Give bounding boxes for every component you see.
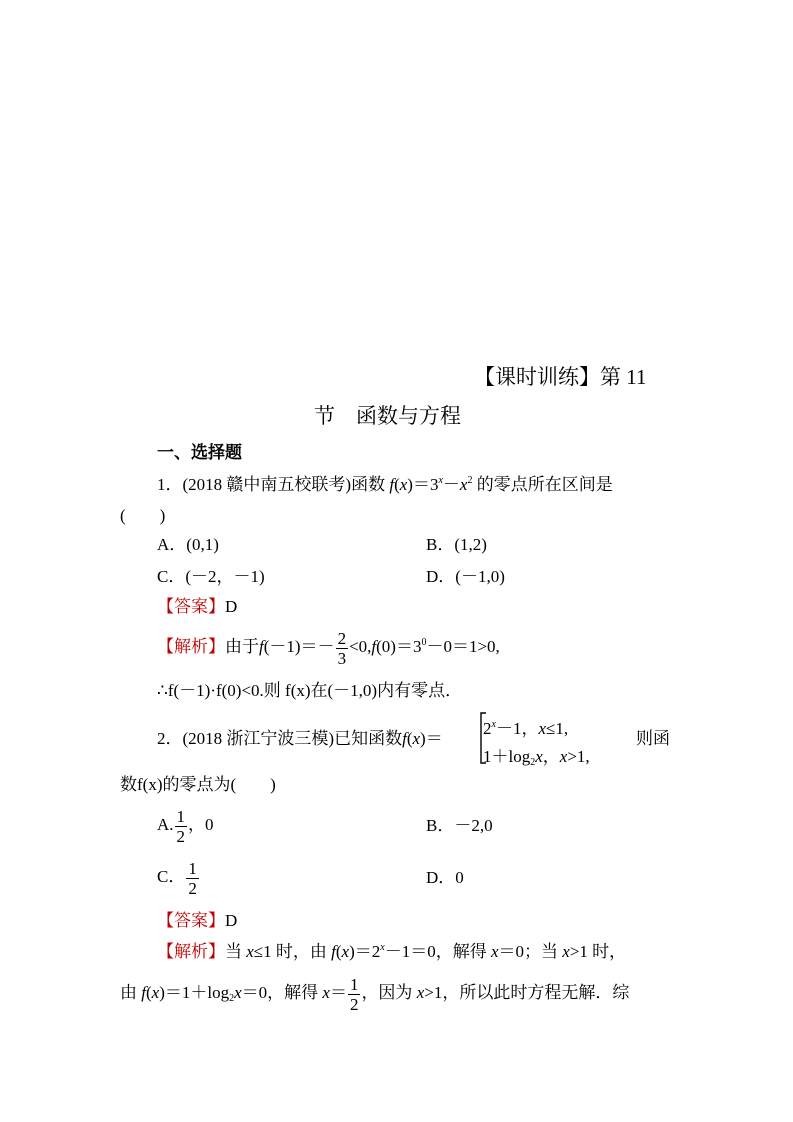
q2-option-a: A. $\frac{1}{2}$ ，0 [157,806,214,846]
q2-option-d: D．0 [426,868,464,887]
answer-label: 【答案】 [157,911,225,930]
q1-option-d: D．(－1,0) [426,567,505,586]
analysis-label: 【解析】 [157,637,225,656]
q1-analysis-line1: 【解析】由于f(－1)＝－ $\frac{2}{3}$ $<0,f(0)=3^0-0=1>0$, [157,628,500,668]
q2-analysis-line1: 【解析】当 x≤1 时，由 $f(x)=2^x-1=0$，解得 x＝0；当 x>1 时， [157,942,627,961]
q1-option-c: C．(－2，－1) [157,567,265,586]
q2-option-c: C． $\frac{1}{2}$ [157,858,197,898]
q1-option-b: B．(1,2) [426,535,487,554]
answer-label: 【答案】 [157,597,225,616]
q1-answer: 【答案】D [157,597,238,616]
q1-stem: 1．(2018 赣中南五校联考)函数 $f(x)=3^x-x^2$ 的零点所在区间是 [157,475,613,494]
q1-blank: ( ) [120,506,166,525]
q1-option-a: A．(0,1) [157,535,219,554]
q2-stem-line2: 数f(x)的零点为( ) [120,775,276,794]
section-heading: 一、选择题 [157,443,242,462]
page-title-part1: 【课时训练】第 11 [474,365,647,389]
q2-analysis-line2: 由 $f(x)=1+\log_2x=0$，解得 x＝ $\frac{1}{2}$ ，因为 x>1，所以此时方程无解．综 [120,974,630,1014]
q2-stem-suffix: 则函 [636,729,670,748]
piecewise-function [478,712,608,768]
page-title-part2: 节 函数与方程 [314,404,461,428]
q2-option-b: B．－2,0 [426,816,493,835]
q2-stem: 2．(2018 浙江宁波三模)已知函数f(x)＝ [157,729,443,748]
q2-answer: 【答案】D [157,911,238,930]
case-2: $1+\log_2x$，x>1, [483,747,590,768]
case-1: $2^x-1$，x≤1, [483,719,569,738]
analysis-label: 【解析】 [157,942,225,961]
q1-analysis-line2: ∴f(－1)·f(0)<0.则 f(x)在(－1,0)内有零点． [157,681,463,700]
